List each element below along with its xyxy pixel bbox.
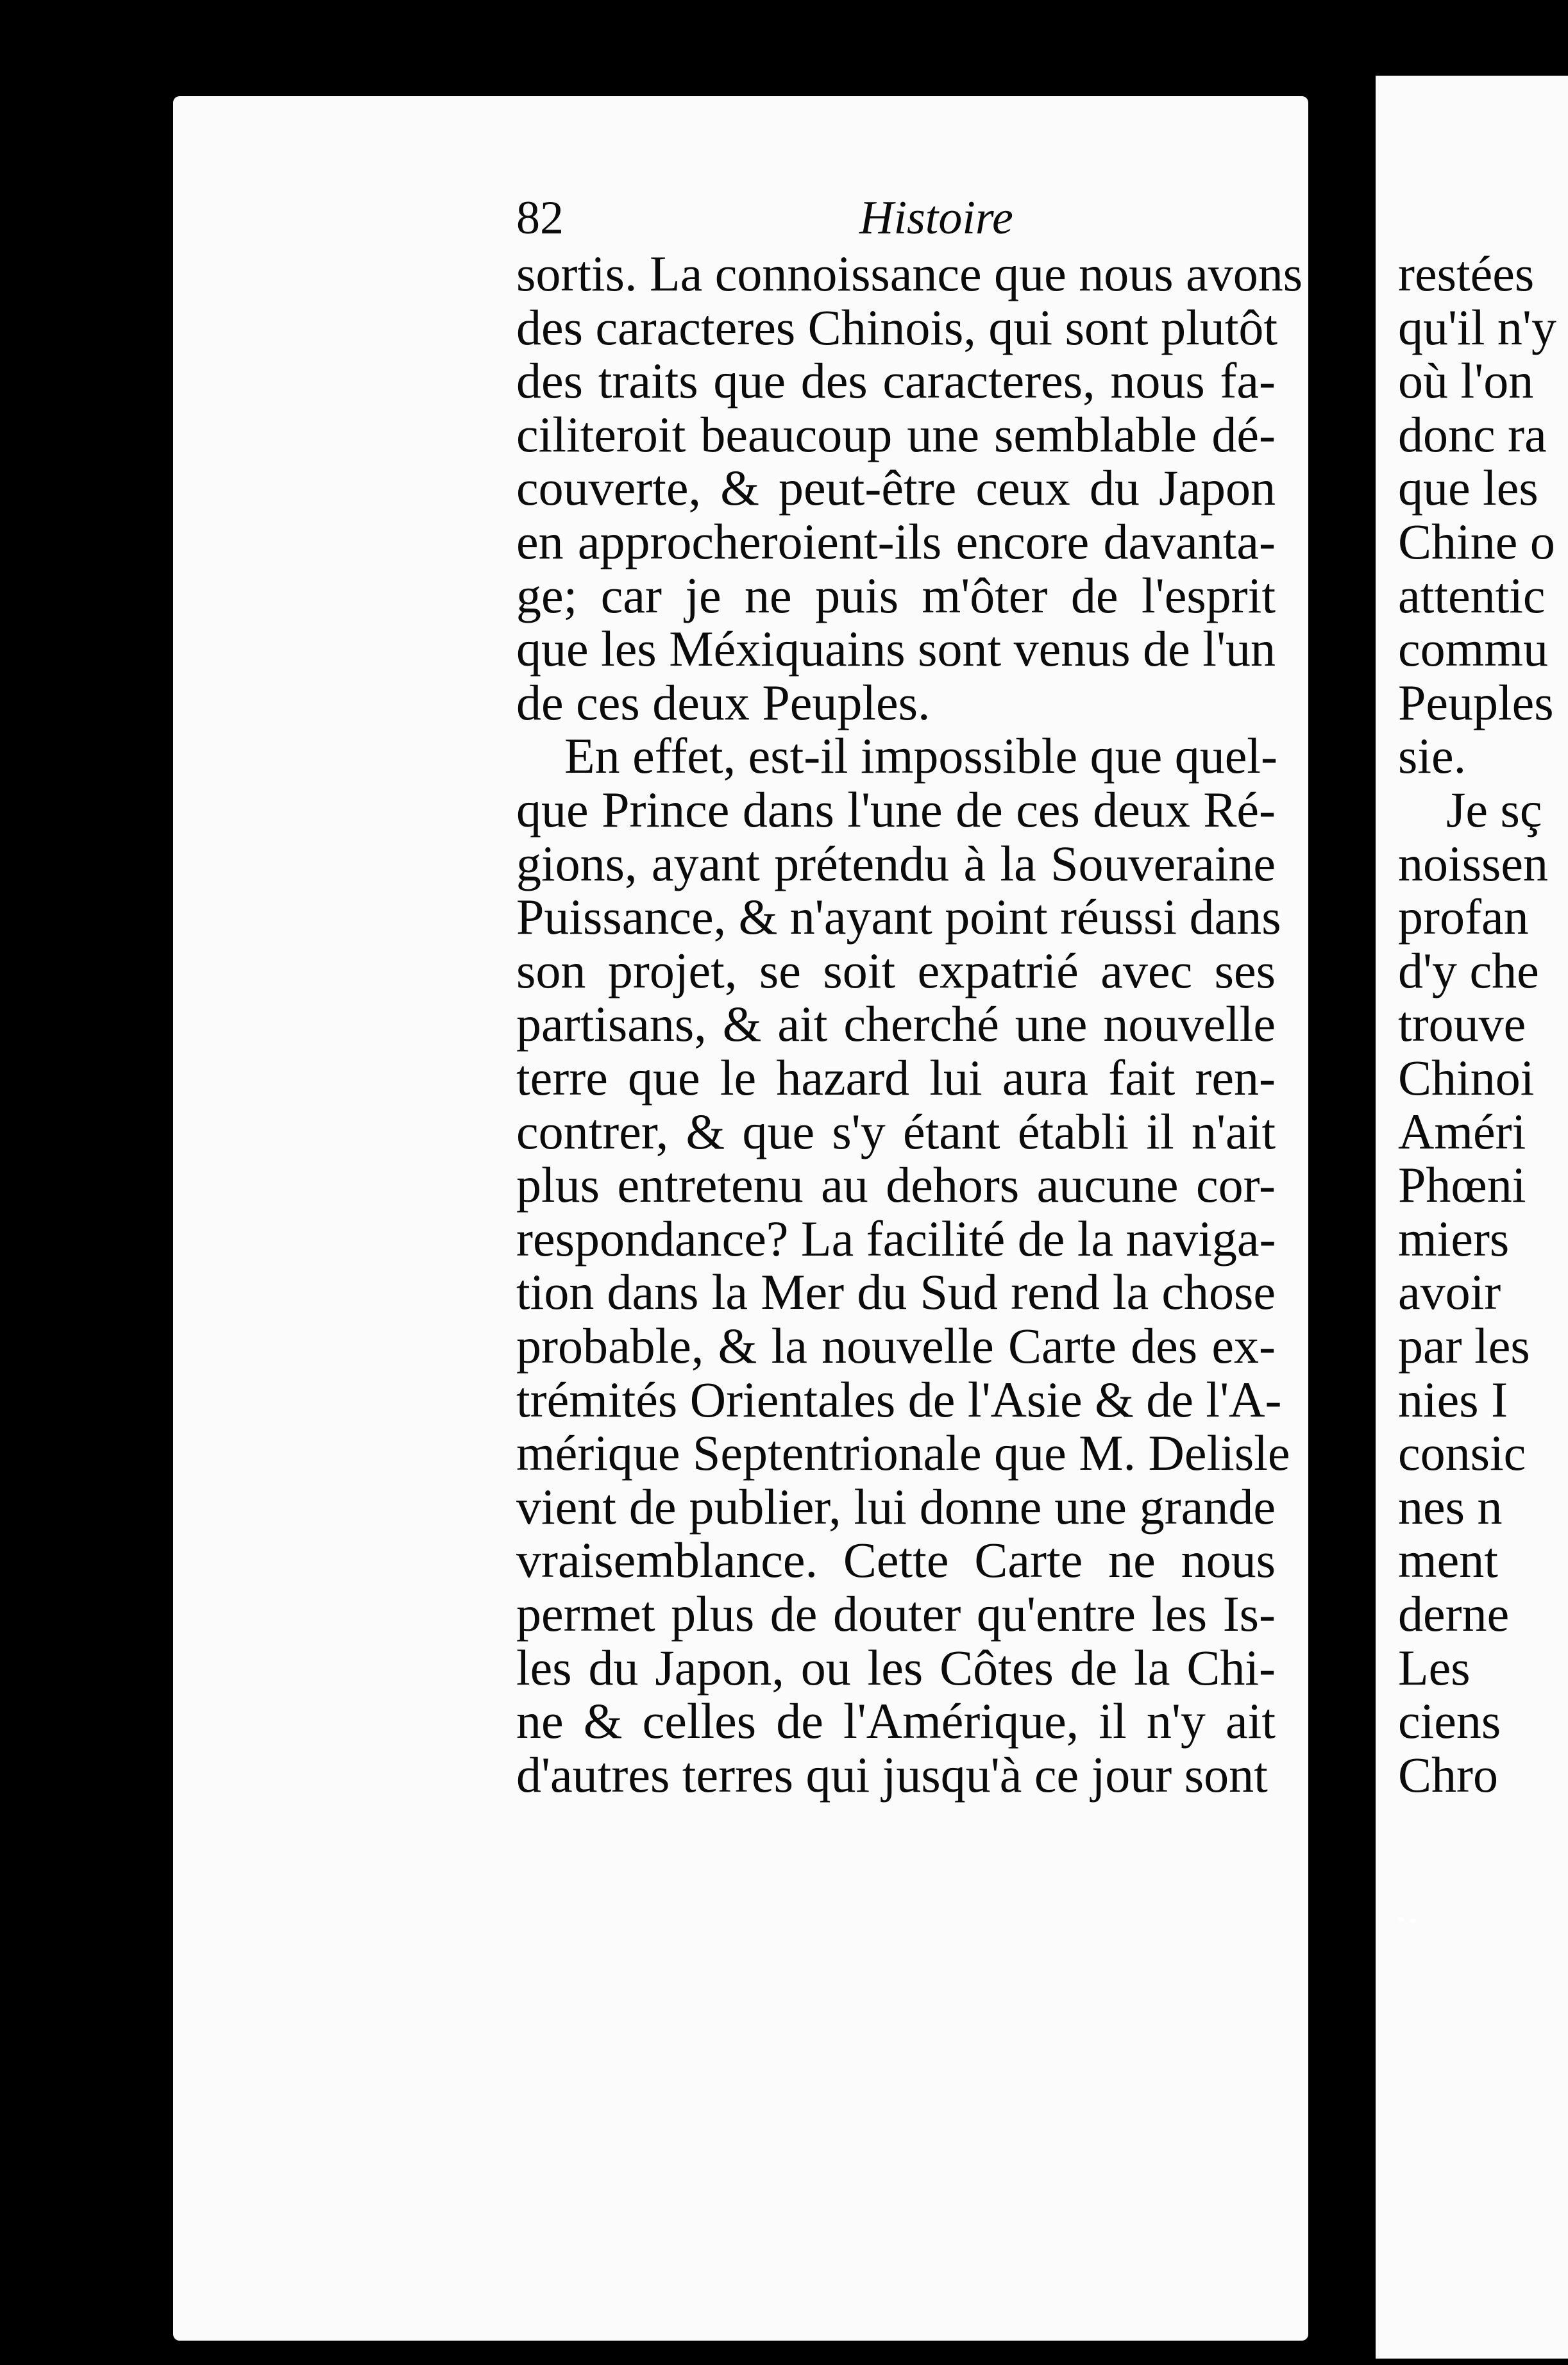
text-line: donc ra (1398, 406, 1547, 462)
text-line: qu'il n'y (1398, 299, 1556, 355)
text-line: vient de publier, lui donne une grande (516, 1478, 1276, 1535)
text-line: Chine o (1398, 514, 1555, 569)
text-line: ciens (1398, 1693, 1501, 1749)
text-line: que les (1398, 460, 1538, 516)
text-line: sie. (1398, 728, 1467, 784)
text-line: mérique Septentrionale que M. Delisle (516, 1425, 1290, 1481)
text-line: miers (1398, 1210, 1510, 1267)
text-line: attentic (1398, 567, 1546, 623)
text-line: trémités Orientales de l'Asie & de l'A- (516, 1371, 1282, 1427)
text-line: permet plus de douter qu'entre les Is- (516, 1586, 1276, 1642)
text-line: Améri (1398, 1103, 1526, 1159)
text-line: En effet, est-il impossible que quel- (564, 728, 1277, 784)
text-line: gions, ayant prétendu à la Souveraine (516, 835, 1276, 891)
page-number: 82 (516, 192, 564, 244)
text-line: des caracteres Chinois, qui sont plutôt (516, 299, 1278, 355)
edge-speck (1410, 1919, 1416, 1923)
text-line: sortis. La connoissance que nous avons (516, 246, 1303, 301)
text-line: trouve (1398, 996, 1526, 1052)
text-line: ciliteroit beaucoup une semblable dé- (516, 406, 1276, 462)
text-line: terre que le hazard lui aura fait ren- (516, 1050, 1276, 1106)
text-line: son projet, se soit expatrié avec ses (516, 942, 1276, 998)
text-line: Les (1398, 1639, 1471, 1696)
text-line: d'autres terres qui jusqu'à ce jour sont (516, 1746, 1268, 1803)
text-line: ne & celles de l'Amérique, il n'y ait (516, 1693, 1276, 1749)
text-line: contrer, & que s'y étant établi il n'ait (516, 1103, 1276, 1159)
text-line: que Prince dans l'une de ces deux Ré- (516, 782, 1276, 837)
text-line: Chro (1398, 1746, 1498, 1803)
text-line: de ces deux Peuples. (516, 674, 931, 730)
text-line: d'y che (1398, 942, 1539, 998)
text-line: consic (1398, 1425, 1526, 1481)
text-line: ge; car je ne puis m'ôter de l'esprit (516, 567, 1276, 623)
text-line: derne (1398, 1586, 1510, 1642)
text-line: en approcheroient-ils encore davanta- (516, 514, 1276, 569)
text-line: ment (1398, 1532, 1498, 1588)
text-line: Puissance, & n'ayant point réussi dans (516, 889, 1281, 945)
text-line: commu (1398, 621, 1548, 677)
text-line: noissen (1398, 835, 1548, 891)
text-line: probable, & la nouvelle Carte des ex- (516, 1318, 1276, 1374)
text-line: partisans, & ait cherché une nouvelle (516, 996, 1276, 1052)
text-line: où l'on (1398, 353, 1534, 409)
text-line: tion dans la Mer du Sud rend la chose (516, 1264, 1276, 1320)
text-line: des traits que des caracteres, nous fa- (516, 353, 1276, 409)
text-line: respondance? La facilité de la naviga- (516, 1210, 1276, 1267)
text-line: par les (1398, 1318, 1530, 1374)
text-line: plus entretenu au dehors aucune cor- (516, 1157, 1276, 1213)
text-line: vraisemblance. Cette Carte ne nous (516, 1532, 1276, 1588)
text-line: nies I (1398, 1371, 1508, 1427)
text-line: couverte, & peut-être ceux du Japon (516, 460, 1276, 516)
text-line: restées (1398, 246, 1535, 301)
text-line: nes n (1398, 1478, 1503, 1535)
text-line: que les Méxiquains sont venus de l'un (516, 621, 1276, 677)
text-line: avoir (1398, 1264, 1501, 1320)
text-line: Je sç (1446, 782, 1542, 837)
text-line: Chinoi (1398, 1050, 1535, 1106)
text-line: Phœni (1398, 1157, 1526, 1213)
text-line: profan (1398, 889, 1529, 945)
text-line: les du Japon, ou les Côtes de la Chi- (516, 1639, 1276, 1696)
edge-speck (1398, 1917, 1404, 1921)
running-head: Histoire (859, 192, 1013, 244)
text-line: Peuples (1398, 674, 1554, 730)
